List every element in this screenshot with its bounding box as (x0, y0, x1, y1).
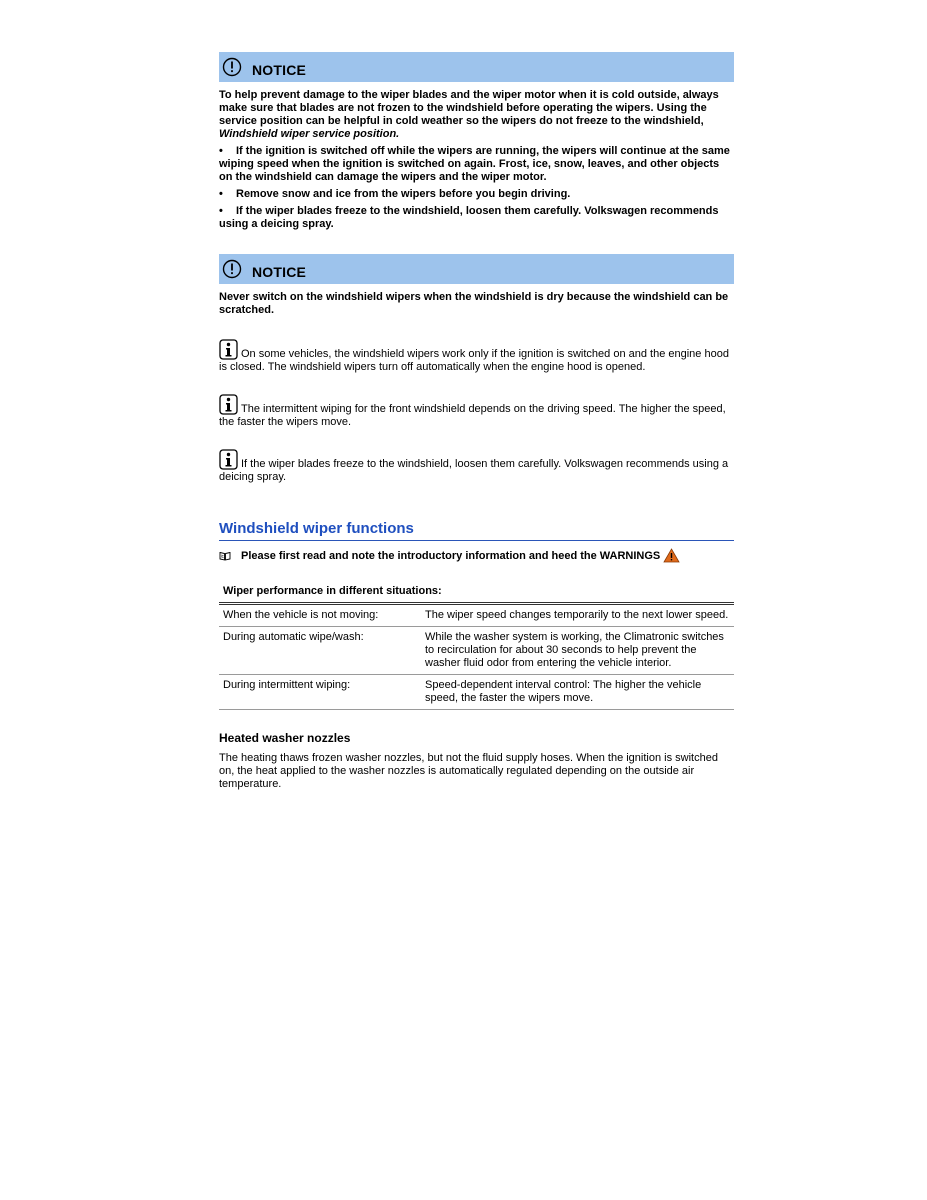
notice-title: NOTICE (252, 264, 307, 280)
situation-cell: During automatic wipe/wash: (219, 627, 417, 675)
info-note: If the wiper blades freeze to the windshield, loosen them carefully. Volkswagen recommends using a deicing spray. (219, 449, 734, 484)
exclamation-circle-icon (222, 57, 242, 77)
info-icon (219, 449, 238, 471)
behavior-cell: While the washer system is working, the Climatronic switches to recirculation for about 30 seconds to help prevent the washer fluid odor from entering the vehicle interior. (417, 627, 734, 675)
table-row (219, 627, 734, 675)
behavior-cell: Speed-dependent interval control: The higher the vehicle speed, the faster the wipers move. (417, 675, 734, 710)
info-icon (219, 339, 238, 361)
info-note: On some vehicles, the windshield wipers work only if the ignition is switched on and the engine hood is closed. The windshield wipers turn off automatically when the engine hood is opened. (219, 339, 734, 374)
info-note: The intermittent wiping for the front windshield depends on the driving speed. The higher the speed, the faster the wipers move. (219, 394, 734, 429)
info-icon (219, 394, 238, 416)
service-position-reference: Windshield wiper service position. (219, 128, 400, 140)
warning-triangle-icon[interactable] (663, 548, 680, 563)
situation-cell: During intermittent wiping: (219, 675, 417, 710)
body-paragraph: The heating thaws frozen washer nozzles, but not the fluid supply hoses. When the ignition is switched on, the heat applied to the washer nozzles is automatically regulated depending on the outside air temperature. (219, 752, 718, 790)
section-heading: Windshield wiper functions (219, 520, 734, 541)
page-content (219, 52, 734, 791)
notice-title: NOTICE (252, 62, 307, 78)
read-first-note: Please first read and note the introductory information and heed the WARNINGS (219, 548, 734, 563)
notice-banner (219, 254, 734, 284)
table-row (219, 675, 734, 710)
table-caption: Wiper performance in different situations: (223, 585, 442, 597)
behavior-cell: The wiper speed changes temporarily to the next lower speed. (417, 604, 734, 627)
notice-bullet-list (219, 145, 734, 231)
situation-cell: When the vehicle is not moving: (219, 604, 417, 627)
notice-banner (219, 52, 734, 82)
bullet-item: • If the ignition is switched off while the wipers are running, the wipers will continue at the same wiping speed when the ignition is switched on again. Frost, ice, snow, leaves, and other objects on the windshield can damage the wipers and the wiper motor. (219, 145, 730, 183)
exclamation-circle-icon (222, 259, 242, 279)
notice-paragraph: Never switch on the windshield wipers when the windshield is dry because the windshield can be scratched. (219, 291, 729, 316)
subsection-heading: Heated washer nozzles (219, 731, 351, 745)
book-icon (219, 551, 231, 561)
table-row (219, 604, 734, 627)
notice-paragraph: To help prevent damage to the wiper blades and the wiper motor when it is cold outside, always make sure that blades are not frozen to the windshield before operating the wipers. Using the service position can be helpful in cold weather so the wipers do not freeze to the windshield, Windshield wiper service position. (219, 89, 719, 140)
bullet-item: • If the wiper blades freeze to the windshield, loosen them carefully. Volkswagen recommends using a deicing spray. (219, 205, 719, 230)
wiper-performance-table (219, 602, 734, 710)
bullet-item: • Remove snow and ice from the wipers before you begin driving. (219, 188, 571, 200)
